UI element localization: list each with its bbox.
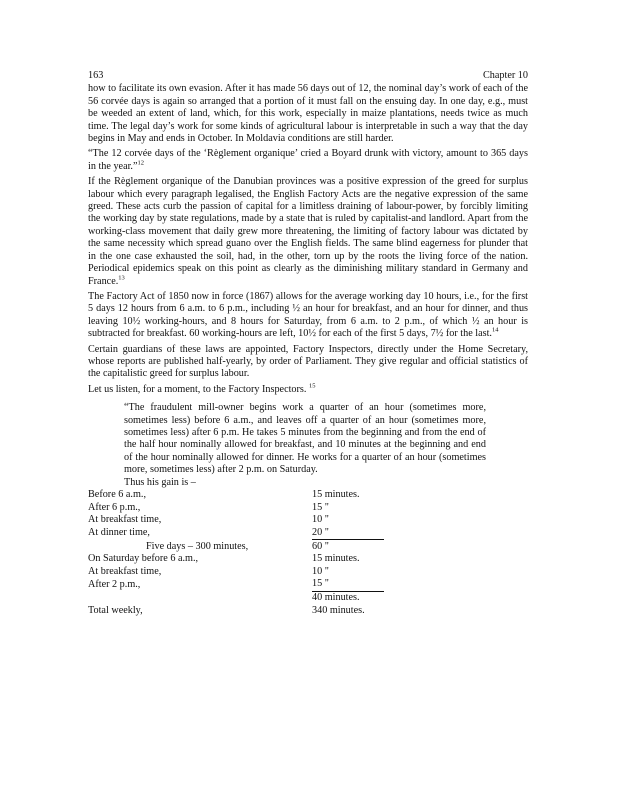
row-value: 15 minutes. <box>312 489 360 501</box>
page-number: 163 <box>88 70 104 81</box>
row-label: Before 6 a.m., <box>88 489 146 501</box>
row-label: Total weekly, <box>88 604 143 616</box>
footnote-ref-13[interactable]: 13 <box>118 274 125 282</box>
row-value: 10 " <box>312 514 329 526</box>
paragraph-2: “The 12 corvée days of the ‘Règlement organique’ cried a Boyard drunk with victory, amount to 365 days in the year.”$^{12}$ <box>88 148 528 172</box>
row-value: 10 " <box>312 565 329 577</box>
page <box>88 70 528 617</box>
row-label: Five days – 300 minutes, <box>146 540 249 552</box>
paragraph-1: how to facilitate its own evasion. After it has made 56 days out of 12, the nominal day’s work of each of the 56 corvée days is again so arranged that a portion of it must fall on the ensuing day. In one day, e.g., must be weeded an extent of land, which, for this work, especially in maize plantations, needs twice as much time. The legal day’s work for some kinds of agricultural labour is interpretable in such a way that the day begins in May and ends in October. In Moldavia conditions are still harder. <box>88 83 528 145</box>
row-label: At breakfast time, <box>88 565 162 577</box>
table-row <box>88 502 384 515</box>
table-row <box>88 604 384 617</box>
table-row <box>88 566 384 579</box>
row-value: 60 " <box>312 540 329 552</box>
table-row <box>88 591 384 604</box>
chapter-label: Chapter 10 <box>483 70 528 81</box>
row-label: After 6 p.m., <box>88 501 141 513</box>
row-label: After 2 p.m., <box>88 578 141 590</box>
time-table <box>88 489 384 617</box>
running-header <box>88 70 528 82</box>
row-label: At breakfast time, <box>88 514 162 526</box>
block-quote <box>124 402 486 489</box>
table-row <box>88 527 384 540</box>
paragraph-4: The Factory Act of 1850 now in force (1867) allows for the average working day 10 hours, i.e., for the first 5 days 12 hours from 6 a.m. to 6 p.m., including ½ an hour for breakfast, and an hour for dinner, and thus leaving 10½ working-hours, and 8 hours for Saturday, from 6 a.m. to 2 p.m., of which ½ an hour is subtracted for breakfast. 60 working-hours are left, 10½ for each of the first 5 days, 7½ for the last.$^{14}$ <box>88 290 528 340</box>
table-row <box>88 514 384 527</box>
row-label <box>88 591 312 604</box>
quote-lead: Thus his gain is – <box>124 476 196 488</box>
table-row <box>88 578 384 591</box>
table-row <box>88 489 384 502</box>
row-label: At dinner time, <box>88 527 150 539</box>
row-value: 20 " <box>312 527 384 540</box>
footnote-ref-12[interactable]: 12 <box>137 159 144 167</box>
row-value: 15 " <box>312 578 384 591</box>
table-row <box>88 553 384 566</box>
footnote-ref-15[interactable]: 15 <box>308 382 316 390</box>
paragraph-6: Let us listen, for a moment, to the Factory Inspectors. $^{15}$ <box>88 382 316 395</box>
table-row <box>88 540 384 553</box>
row-value: 15 minutes. <box>312 553 360 565</box>
row-label: On Saturday before 6 a.m., <box>88 553 199 565</box>
quote-text: “The fraudulent mill-owner begins work a quarter of an hour (sometimes more, sometimes less) before 6 a.m., and leaves off a quarter of an hour (sometimes more, sometimes less) after 6 p.m. He takes 5 minutes from the beginning and from the end of the half hour nominally allowed for breakfast, and 10 minutes at the beginning and end of the hour nominally allowed for dinner. He works for a quarter of an hour (sometimes more, sometimes less) after 2 p.m. on Saturday. <box>124 402 486 476</box>
row-value: 340 minutes. <box>312 604 365 616</box>
paragraph-5: Certain guardians of these laws are appointed, Factory Inspectors, directly under the Home Secretary, whose reports are published half-yearly, by order of Parliament. They give regular and official statistics of the capitalistic greed for surplus labour. <box>88 343 528 380</box>
footnote-ref-14[interactable]: 14 <box>491 326 499 334</box>
row-value: 40 minutes. <box>312 591 360 603</box>
paragraph-3: If the Règlement organique of the Danubian provinces was a positive expression of the greed for surplus labour which every paragraph legalised, the English Factory Acts are the negative expression of the same greed. These acts curb the passion of capital for a limitless draining of labour-power, by forcibly limiting the working day by state regulations, made by a state that is ruled by capitalist-and landlord. Apart from the working-class movement that daily grew more threatening, the limiting of factory labour was dictated by the same necessity which spread guano over the English fields. The same blind eagerness for plunder that in the one case exhausted the soil, had, in the other, torn up by the roots the living force of the nation. Periodical epidemics speak on this point as clearly as the diminishing military standard in Germany and France.$^{13}$ <box>88 176 528 287</box>
row-value: 15 " <box>312 501 329 513</box>
